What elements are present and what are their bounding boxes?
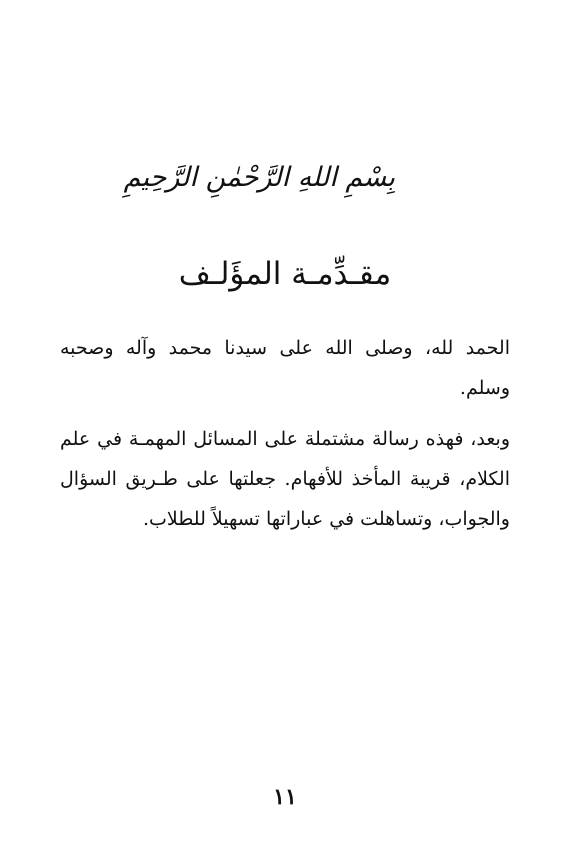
paragraph-praise: الحمد لله، وصلى الله على سيدنا محمد وآله وصحبه وسلم. (60, 337, 510, 399)
paragraph-intro: وبعد، فهذه رسالة مشتملة على المسائل المهمـة في علم الكلام، قريبة المأخذ للأفهام. جعلتها على طـريق السؤال والجواب، وتساهلت في عباراتها تسهيلاً للطلاب. (60, 428, 510, 530)
basmala-calligraphy: بِسْمِ اللهِ الرَّحْمٰنِ الرَّحِيمِ (123, 162, 395, 193)
body-text (60, 328, 510, 539)
page-title: مقـدِّمـة المؤَلـف (178, 256, 392, 292)
page-number: ١١ (273, 784, 297, 810)
